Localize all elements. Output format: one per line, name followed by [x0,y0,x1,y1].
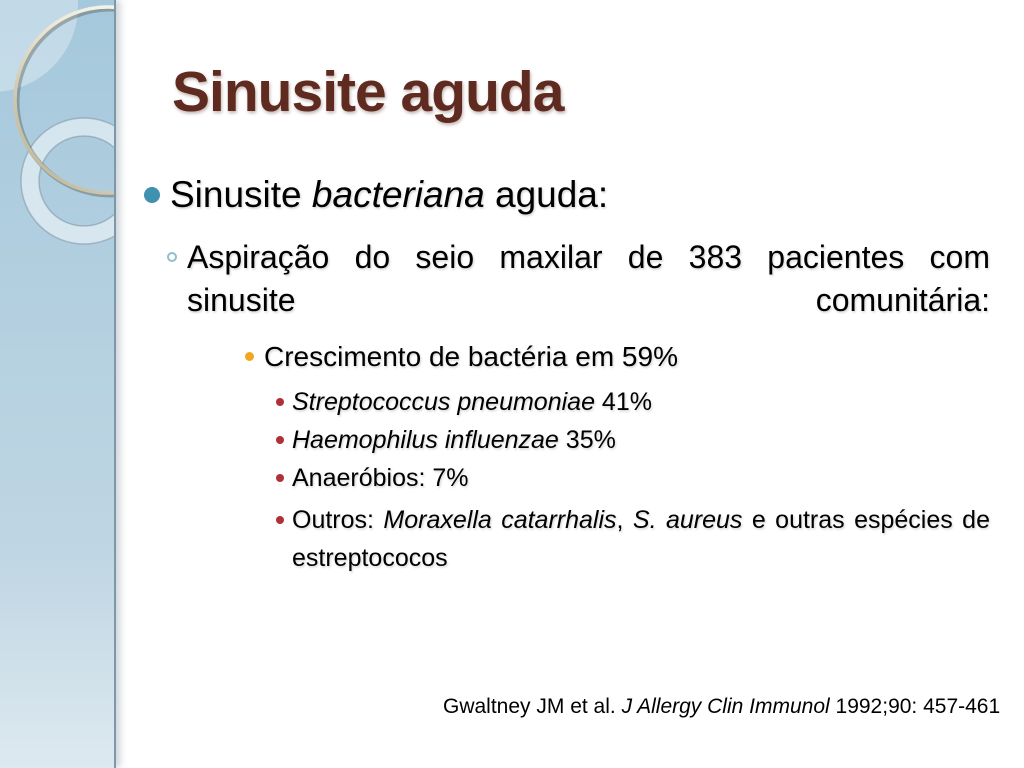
bullet-text: Anaeróbios: 7% [292,464,469,492]
citation-reference: 1992;90: 457-461 [829,695,1001,718]
bullet-dot-icon [276,398,284,406]
text-segment: e outras espécies de estreptococos [292,506,990,572]
text-segment-italic: Streptococcus pneumoniae [292,388,595,416]
text-segment: 41% [594,388,652,416]
bullet-text [292,501,990,615]
text-segment-italic: Moraxella catarrhalis [383,506,617,534]
bullet-text [292,383,990,421]
bullet-text [292,421,990,459]
sidebar-decoration-panel [0,0,116,768]
text-segment: , [616,506,633,534]
bullet-item-level3 [245,337,1005,377]
text-segment: 35% [558,426,616,454]
bullet-dot-icon [245,352,254,361]
text-segment-italic: S. aureus [632,506,743,534]
slide-title: Sinusite aguda [172,60,564,124]
citation-authors: Gwaltney JM et al. [443,695,622,718]
text-segment: Outros: [292,506,384,534]
bullet-dot-icon [144,187,160,203]
text-segment: aguda: [484,174,609,215]
bullet-item-level4 [276,501,990,615]
bullet-text: Crescimento de bactéria em 59% [264,341,678,372]
bullet-text [170,171,608,219]
citation-journal: J Allergy Clin Immunol [621,695,830,718]
bullet-item-level4 [276,421,990,459]
bullet-circle-icon [167,252,177,262]
text-segment: Sinusite [170,174,312,215]
bullet-item-level4 [276,383,990,421]
circles-ornament-graphic [0,0,114,768]
bullet-text: Aspiração do seio maxilar de 383 pacientes com sinusite comunitária: [187,239,990,318]
citation [443,694,1000,720]
bullet-dot-icon [276,474,284,482]
bullet-dot-icon [276,436,284,444]
bullet-item-level1 [144,171,1004,219]
bullet-item-level4 [276,459,990,497]
bullet-dot-icon [276,516,284,524]
text-segment-italic: Haemophilus influenzae [292,426,559,454]
text-segment-italic: bacteriana [311,174,485,215]
